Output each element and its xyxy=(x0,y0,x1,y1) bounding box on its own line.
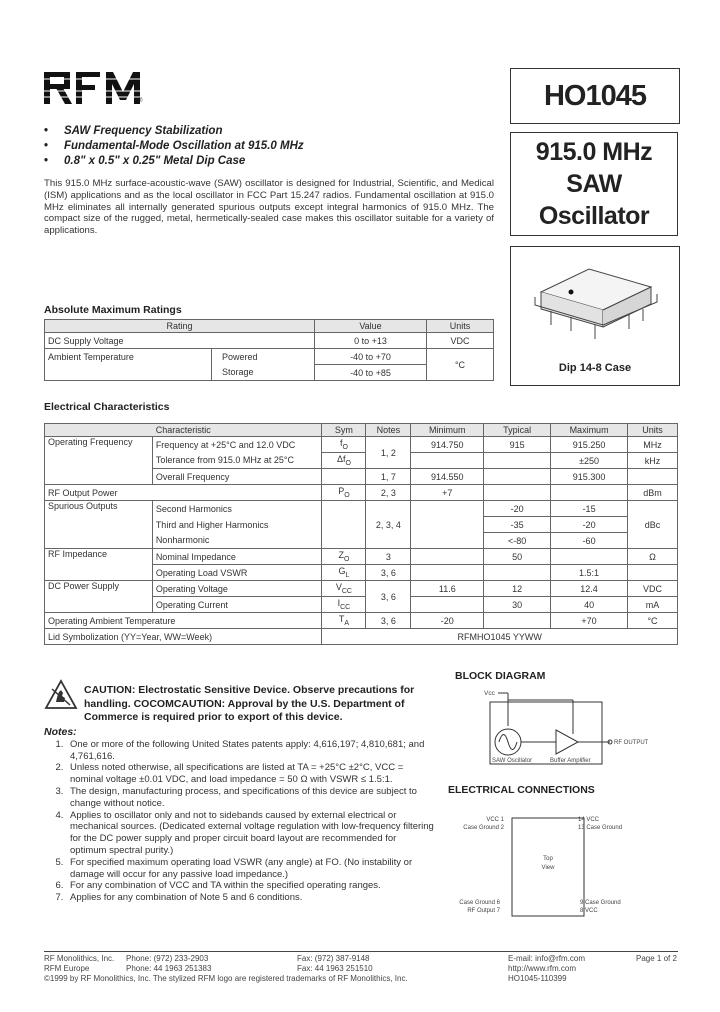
pin-14: 14 VCC xyxy=(578,817,600,823)
bd-amp-label: Buffer Amplifier xyxy=(550,758,591,764)
table-row: Lid Symbolization (YY=Year, WW=Week) RFMHO1045 YYWW xyxy=(45,629,678,645)
table-row: Nonharmonic <-80 -60 xyxy=(45,533,678,549)
notes-section xyxy=(44,727,434,904)
table-row: Storage -40 to +85 xyxy=(45,365,494,381)
table-row: Operating Load VSWR $G_L$ 3, 6 1.5:1 xyxy=(45,565,678,581)
table-row: Operating Ambient Temperature $T_A$ 3, 6 -20 +70 °C xyxy=(45,613,678,629)
note-item: 2. Unless noted otherwise, all specifications are listed at TA = +25°C ±2°C, VCC = nominal voltage ±0.01 VDC, and load impedance = 50 Ω with VSWR ≤ 1.5:1. xyxy=(66,762,434,786)
note-item: 6. For any combination of VCC and TA within the specified operating ranges. xyxy=(66,880,434,892)
pin-1: VCC 1 xyxy=(486,817,504,823)
table-row: Tolerance from 915.0 MHz at 25°C $\Delta f_O$ ±250 kHz xyxy=(45,453,678,469)
connections-title: ELECTRICAL CONNECTIONS xyxy=(448,784,595,796)
table-row: Spurious Outputs Second Harmonics 2, 3, 4 -20 -15 dBc xyxy=(45,501,678,517)
amr-header-rating: Rating xyxy=(45,320,315,333)
feature-item: • SAW Frequency Stabilization xyxy=(44,125,223,137)
bd-vcc-label: Vcc xyxy=(484,690,495,697)
table-row: Operating Current $I_{CC}$ 30 40 mA xyxy=(45,597,678,613)
note-item: 5. For specified maximum operating load VSWR (any angle) at FO. (No instability or damage will occur for any passive load impedance.) xyxy=(66,857,434,881)
table-row: Ambient Temperature Powered -40 to +70 °C xyxy=(45,349,494,365)
title-oscillator: Oscillator xyxy=(538,202,650,230)
feature-item: • 0.8" x 0.5" x 0.25" Metal Dip Case xyxy=(44,155,246,167)
note-item: 3. The design, manufacturing process, and specifications of this device are subject to change without notice. xyxy=(66,786,434,810)
note-item: 7. Applies for any combination of Note 5 and 6 conditions. xyxy=(66,892,434,904)
package-image xyxy=(511,247,679,357)
table-row: Third and Higher Harmonics -35 -20 xyxy=(45,517,678,533)
note-item: 1. One or more of the following United States patents apply: 4,616,197; 4,810,681; and 4,761,616. xyxy=(66,739,434,763)
part-number-box xyxy=(510,68,680,124)
feature-item: • Fundamental-Mode Oscillation at 915.0 MHz xyxy=(44,140,304,152)
block-diagram xyxy=(478,686,648,772)
registered-mark: ® xyxy=(138,98,143,104)
top-view-label: View xyxy=(541,865,555,871)
package-box xyxy=(510,246,680,386)
ec-table: Characteristic Sym Notes Minimum Typical Maximum Units Operating Frequency Frequency at +25°C and 12.0 VDC $f_O$ 1, 2 914.750 915 915.250 MHz Tolerance from 915.0 MHz at 25°C $\Delta f_O$ ±250 kHz Overall Frequency 1, 7 914.550 915.300 RF Output Power $P_O$ 2, 3 +7 dBm Spurious Outputs Second Harmonics 2, 3, 4 -20 -15 dBc Third and Higher Harmonics -35 -20 Nonharmonic <-80 -60 RF Impedance Nominal Impedance $Z_O$ 3 50 Ω Operating Load VSWR $G_L$ 3, 6 1.5:1 DC Power Supply Operating Voltage $V_{CC}$ 3, 6 11.6 12 12.4 VDC Operating Current $I_{CC}$ 30 40 mA Operating Ambient Temperature $T_A$ 3, 6 -20 +70 °C Lid Symbolization (YY=Year, WW=Week) RFMHO1045 YYWW xyxy=(44,423,678,645)
table-row: RF Output Power $P_O$ 2, 3 +7 dBm xyxy=(45,485,678,501)
bd-osc-label: SAW Oscillator xyxy=(492,758,533,764)
bd-output-label: RF OUTPUT xyxy=(614,740,648,746)
part-number: HO1045 xyxy=(543,79,646,112)
table-row: RF Impedance Nominal Impedance $Z_O$ 3 50 Ω xyxy=(45,549,678,565)
pin-9: 9 Case Ground xyxy=(580,900,621,906)
amr-header-units: Units xyxy=(427,320,494,333)
table-row: DC Power Supply Operating Voltage $V_{CC}$ 3, 6 11.6 12 12.4 VDC xyxy=(45,581,678,597)
intro-paragraph: This 915.0 MHz surface-acoustic-wave (SAW) oscillator is designed for Industrial, Scientific, and Medical (ISM) applications and as the local oscillator in FCC Part 15.247 radios. Fundamental oscillation at 915.0 MHz eliminates all internally generated spurious outputs except integral harmonics of 915.0 MHz. The compact size of the rugged, metal, hermetically-sealed case makes this oscillator suitable for a variety of applications. xyxy=(44,178,494,237)
pin-2: Case Ground 2 xyxy=(463,825,504,831)
table-row: Overall Frequency 1, 7 914.550 915.300 xyxy=(45,469,678,485)
notes-title: Notes: xyxy=(44,726,77,738)
esd-warning-icon xyxy=(44,679,78,711)
table-row: DC Supply Voltage 0 to +13 VDC xyxy=(45,333,494,349)
table-row: Operating Frequency Frequency at +25°C and 12.0 VDC $f_O$ 1, 2 914.750 915 915.250 MHz xyxy=(45,437,678,453)
pin-8: 8 VCC xyxy=(580,908,598,914)
product-title-box xyxy=(510,132,678,236)
amr-table xyxy=(44,319,494,381)
feature-list xyxy=(44,124,304,169)
caution-text: CAUTION: Electrostatic Sensitive Device. Observe precautions for handling. COCOMCAUTION: Approval by the U.S. Department of Commerce is required prior to export of this device. xyxy=(84,684,415,723)
title-frequency: 915.0 MHz xyxy=(535,138,653,166)
package-caption: Dip 14-8 Case xyxy=(558,362,632,374)
amr-title: Absolute Maximum Ratings xyxy=(44,304,182,316)
note-item: 4. Applies to oscillator only and not to sidebands caused by external electrical or mechanical sources. (Dedicated external voltage regulation with low-frequency filtering for the DC power supply and proper circuit board layout are recommended for optimum spectral purity.) xyxy=(66,810,434,857)
title-saw: SAW xyxy=(566,170,622,198)
top-view-label: Top xyxy=(543,856,553,862)
footer: RF Monolithics, Inc. Phone: (972) 233-2903 Fax: (972) 387-9148 E-mail: info@rfm.com Page 1 of 2 RFM Europe Phone: 44 1963 251383 Fax: 44 1963 251510 http://www.rfm.com ©1999 by RF Monolithics, Inc. The stylized RFM logo are registered trademarks of RF Monolithics, Inc. HO1045-110399 xyxy=(44,951,678,984)
amr-header-value: Value xyxy=(315,320,427,333)
block-diagram-title: BLOCK DIAGRAM xyxy=(455,670,546,682)
connections-diagram xyxy=(452,812,652,922)
pin-7: RF Output 7 xyxy=(467,908,500,914)
pin-13: 13 Case Ground xyxy=(578,825,623,831)
pin-6: Case Ground 6 xyxy=(459,900,500,906)
rfm-logo xyxy=(44,70,144,106)
notes-list xyxy=(44,739,434,904)
ec-title: Electrical Characteristics xyxy=(44,401,170,413)
